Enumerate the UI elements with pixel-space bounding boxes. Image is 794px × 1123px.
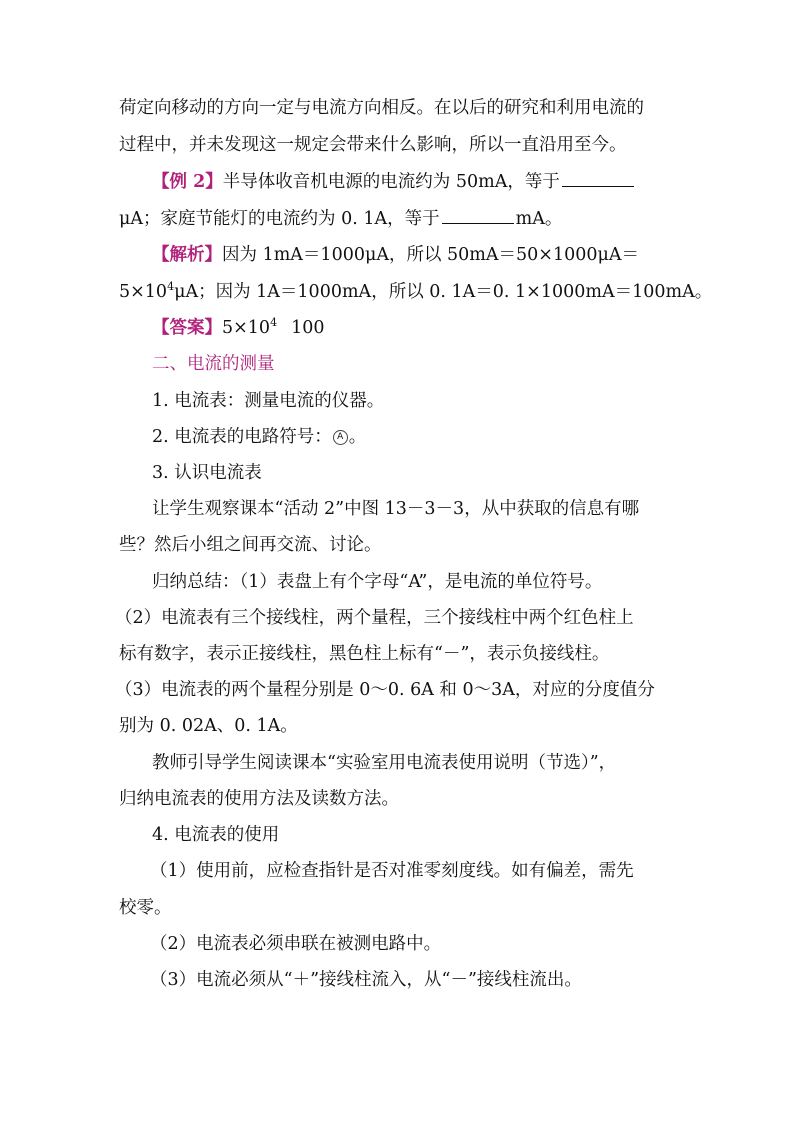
paragraph-line: 别为 0. 02A、0. 1A。	[119, 716, 298, 736]
solution-text: 因为 1mA＝1000μA，所以 50mA＝50×1000μA＝	[222, 245, 640, 265]
exponent: 4	[270, 316, 278, 330]
solution-line-2	[119, 280, 712, 304]
example-text: 半导体收音机电源的电流约为 50mA，等于	[222, 172, 560, 192]
paragraph-line: 让学生观察课本“活动 2”中图 13－3－3，从中获取的信息有哪	[152, 499, 640, 519]
paragraph-line: 1. 电流表：测量电流的仪器。	[152, 391, 385, 411]
solution-line	[152, 243, 639, 267]
section-heading: 二、电流的测量	[152, 354, 275, 374]
paragraph-line: 过程中，并未发现这一规定会带来什么影响，所以一直沿用至今。	[119, 135, 627, 155]
paragraph-text: 2. 电流表的电路符号：	[152, 427, 332, 447]
paragraph-line: 校零。	[119, 898, 172, 918]
answer-blank	[442, 207, 514, 224]
ammeter-symbol-icon: A	[333, 430, 348, 445]
example-text: mA。	[515, 209, 563, 229]
paragraph-line: 荷定向移动的方向一定与电流方向相反。在以后的研究和利用电流的	[119, 98, 644, 118]
example-tag: 【例 2】	[152, 172, 223, 192]
paragraph-line: 4. 电流表的使用	[152, 825, 280, 845]
paragraph-line: （1）使用前，应检查指针是否对准零刻度线。如有偏差，需先	[150, 861, 634, 881]
paragraph-line: 些？然后小组之间再交流、讨论。	[119, 535, 382, 555]
paragraph-line: 3. 认识电流表	[152, 463, 262, 483]
solution-text: μA；因为 1A＝1000mA，所以 0. 1A＝0. 1×1000mA＝100mA。	[174, 282, 713, 302]
paragraph-line	[152, 425, 366, 449]
example-2-line	[152, 170, 636, 194]
paragraph-line: （2）电流表有三个接线柱，两个量程，三个接线柱中两个红色柱上	[115, 608, 634, 628]
solution-text: 5×10	[119, 282, 168, 302]
example-text: μA；家庭节能灯的电流约为 0. 1A，等于	[119, 209, 440, 229]
paragraph-line: （3）电流必须从“＋”接线柱流入，从“－”接线柱流出。	[150, 970, 582, 990]
exponent: 4	[167, 280, 175, 294]
answer-blank	[562, 170, 634, 187]
paragraph-line: 归纳总结：（1）表盘上有个字母“A”，是电流的单位符号。	[152, 572, 603, 592]
example-2-line-2	[119, 207, 562, 231]
answer-text: 5×10	[222, 318, 271, 338]
paragraph-line: （2）电流表必须串联在被测电路中。	[150, 934, 442, 954]
answer-text: 100	[291, 318, 325, 338]
paragraph-line: 标有数字，表示正接线柱，黑色柱上标有“－”，表示负接线柱。	[119, 644, 610, 664]
paragraph-line: 教师引导学生阅读课本“实验室用电流表使用说明（节选）”，	[152, 753, 617, 773]
paragraph-line: （3）电流表的两个量程分别是 0～0. 6A 和 0～3A，对应的分度值分	[115, 680, 655, 700]
paragraph-line: 归纳电流表的使用方法及读数方法。	[119, 789, 399, 809]
paragraph-text: 。	[348, 427, 367, 447]
solution-tag: 【解析】	[152, 245, 222, 265]
answer-line	[152, 316, 324, 340]
answer-tag: 【答案】	[152, 318, 222, 338]
